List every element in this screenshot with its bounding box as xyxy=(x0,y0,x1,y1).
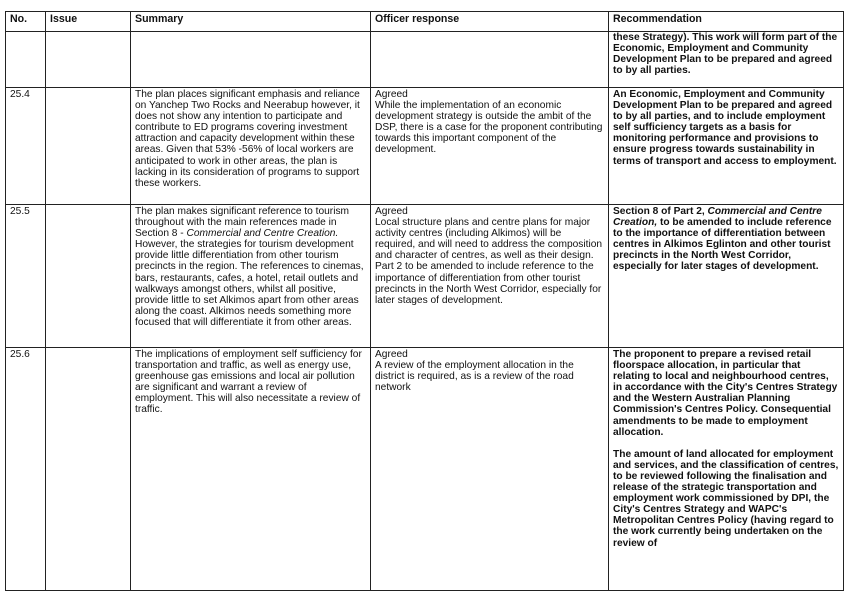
submissions-table xyxy=(5,11,844,591)
row-officer-response xyxy=(371,348,609,591)
officer-status: Agreed xyxy=(375,89,408,100)
header-no: No. xyxy=(6,12,46,32)
row-summary xyxy=(131,32,371,88)
table-row xyxy=(6,88,844,205)
officer-text: Local structure plans and centre plans for major activity centres (including Alkimos) will be required, and will need to address the composition and character of centres, as well as their design. Part 2 to be amended to include reference to the importance of differentiation from other tourist precincts in the North West Corridor, especially for later stages of development. xyxy=(375,217,603,306)
row-recommendation: An Economic, Employment and Community Development Plan to be prepared and agreed to by all parties, and to include employment self sufficiency targets as a basis for monitoring performance and provisions to ensure progress towards sustainability in terms of transport and access to employment. xyxy=(609,88,844,205)
rec-text-b: to be amended to include reference to the importance of differentiation between centres in Alkimos Eglinton and other tourist precincts in the North West Corridor, especially for later stages of development. xyxy=(613,217,832,273)
row-officer-response xyxy=(371,205,609,348)
header-summary: Summary xyxy=(131,12,371,32)
row-number xyxy=(6,32,46,88)
table-row xyxy=(6,348,844,591)
row-issue xyxy=(46,205,131,348)
row-officer-response xyxy=(371,32,609,88)
summary-text-a: The plan makes significant reference to tourism throughout with the main references made in Section 8 - xyxy=(135,206,350,240)
row-officer-response xyxy=(371,88,609,205)
header-issue: Issue xyxy=(46,12,131,32)
rec-text-a: Section 8 of Part 2, xyxy=(613,206,708,217)
officer-status: Agreed xyxy=(375,206,408,217)
row-issue xyxy=(46,32,131,88)
table-row xyxy=(6,32,844,88)
row-number: 25.5 xyxy=(6,205,46,348)
summary-text-b: However, the strategies for tourism development provide little differentiation from other tourism precincts in the region. The references to cinemas, bars, restaurants, cafes, a hotel, retail outlets and walkways amongst others, whilst all positive, provide little to set Alkimos apart from other areas along the coast. Alkimos needs something more focused that will differentiate it from other areas. xyxy=(135,239,364,328)
header-recommendation: Recommendation xyxy=(609,12,844,32)
row-number: 25.4 xyxy=(6,88,46,205)
header-officer-response: Officer response xyxy=(371,12,609,32)
row-summary: The implications of employment self sufficiency for transportation and traffic, as well as energy use, greenhouse gas emissions and local air pollution are significant and warrant a review of employment. This will also necessitate a review of traffic. xyxy=(131,348,371,591)
row-recommendation xyxy=(609,348,844,591)
header-row xyxy=(6,12,844,32)
row-summary: The plan places significant emphasis and reliance on Yanchep Two Rocks and Neerabup however, it does not show any intention to participate and contribute to ED programs covering investment attraction and capacity development within these areas. Given that 53% -56% of local workers are anticipated to work in other areas, the plan is lacking in its consideration of programs to support these workers. xyxy=(131,88,371,205)
row-issue xyxy=(46,88,131,205)
row-summary xyxy=(131,205,371,348)
row-number: 25.6 xyxy=(6,348,46,591)
officer-status: Agreed xyxy=(375,349,408,360)
officer-text: While the implementation of an economic development strategy is outside the ambit of the DSP, there is a case for the proponent contributing towards this important component of the development. xyxy=(375,100,603,156)
row-recommendation xyxy=(609,205,844,348)
rec-paragraph-2: The amount of land allocated for employment and services, and the classification of centres, to be reviewed following the finalisation and release of the strategic transportation and employment work commissioned by DPI, the City's Centres Strategy and WAPC's Metropolitan Centres Policy (having regard to the work currently being undertaken on the review of xyxy=(613,448,839,549)
row-issue xyxy=(46,348,131,591)
officer-text: A review of the employment allocation in the district is required, as is a review of the road network xyxy=(375,360,574,394)
rec-section-title: Commercial and Centre Creation, xyxy=(613,206,822,229)
row-recommendation: these Strategy). This work will form part of the Economic, Employment and Community Development Plan to be prepared and agreed to by all parties. xyxy=(609,32,844,88)
summary-section-title: Commercial and Centre Creation. xyxy=(186,228,339,240)
table-row xyxy=(6,205,844,348)
rec-paragraph-1: The proponent to prepare a revised retail floorspace allocation, in particular that relating to local and neighbourhood centres, in accordance with the City's Centres Strategy and the Western Australian Planning Commission's Centres Policy. Consequential amendments to be made to employment allocation. xyxy=(613,349,838,438)
